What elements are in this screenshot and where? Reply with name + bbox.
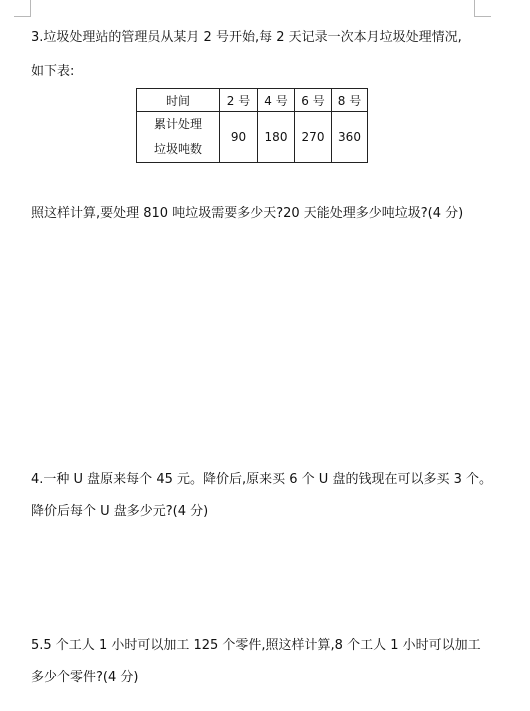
table-header-cell: 时间 <box>137 89 220 112</box>
question-3-prompt: 照这样计算,要处理 810 吨垃圾需要多少天?20 天能处理多少吨垃圾?(4 分) <box>31 206 464 221</box>
table-cell: 180 <box>258 112 295 163</box>
page-corner-mark-left <box>14 0 31 17</box>
table-header-row <box>137 89 368 112</box>
question-3-text: 3.垃圾处理站的管理员从某月 2 号开始,每 2 天记录一次本月垃圾处理情况, <box>31 30 462 45</box>
table-row-label <box>137 112 220 163</box>
page-corner-mark-right <box>474 0 491 17</box>
table-header-cell: 8 号 <box>332 89 368 112</box>
table-row <box>137 112 368 163</box>
question-5-text-continued: 多少个零件?(4 分) <box>31 670 139 685</box>
question-4-text: 4.一种 U 盘原来每个 45 元。降价后,原来买 6 个 U 盘的钱现在可以多买 3 个。 <box>31 472 492 487</box>
row-label-line: 垃圾吨数 <box>153 142 202 156</box>
table-cell: 360 <box>332 112 368 163</box>
table-header-cell: 6 号 <box>295 89 332 112</box>
table-cell: 90 <box>220 112 258 163</box>
question-4-text-continued: 降价后每个 U 盘多少元?(4 分) <box>31 504 209 519</box>
question-5-text: 5.5 个工人 1 小时可以加工 125 个零件,照这样计算,8 个工人 1 小时可以加工 <box>31 638 481 653</box>
row-label-line: 累计处理 <box>153 117 202 131</box>
table-header-cell: 2 号 <box>220 89 258 112</box>
table-header-cell: 4 号 <box>258 89 295 112</box>
garbage-record-table <box>136 88 368 163</box>
question-3-text-continued: 如下表: <box>31 64 75 79</box>
table-cell: 270 <box>295 112 332 163</box>
